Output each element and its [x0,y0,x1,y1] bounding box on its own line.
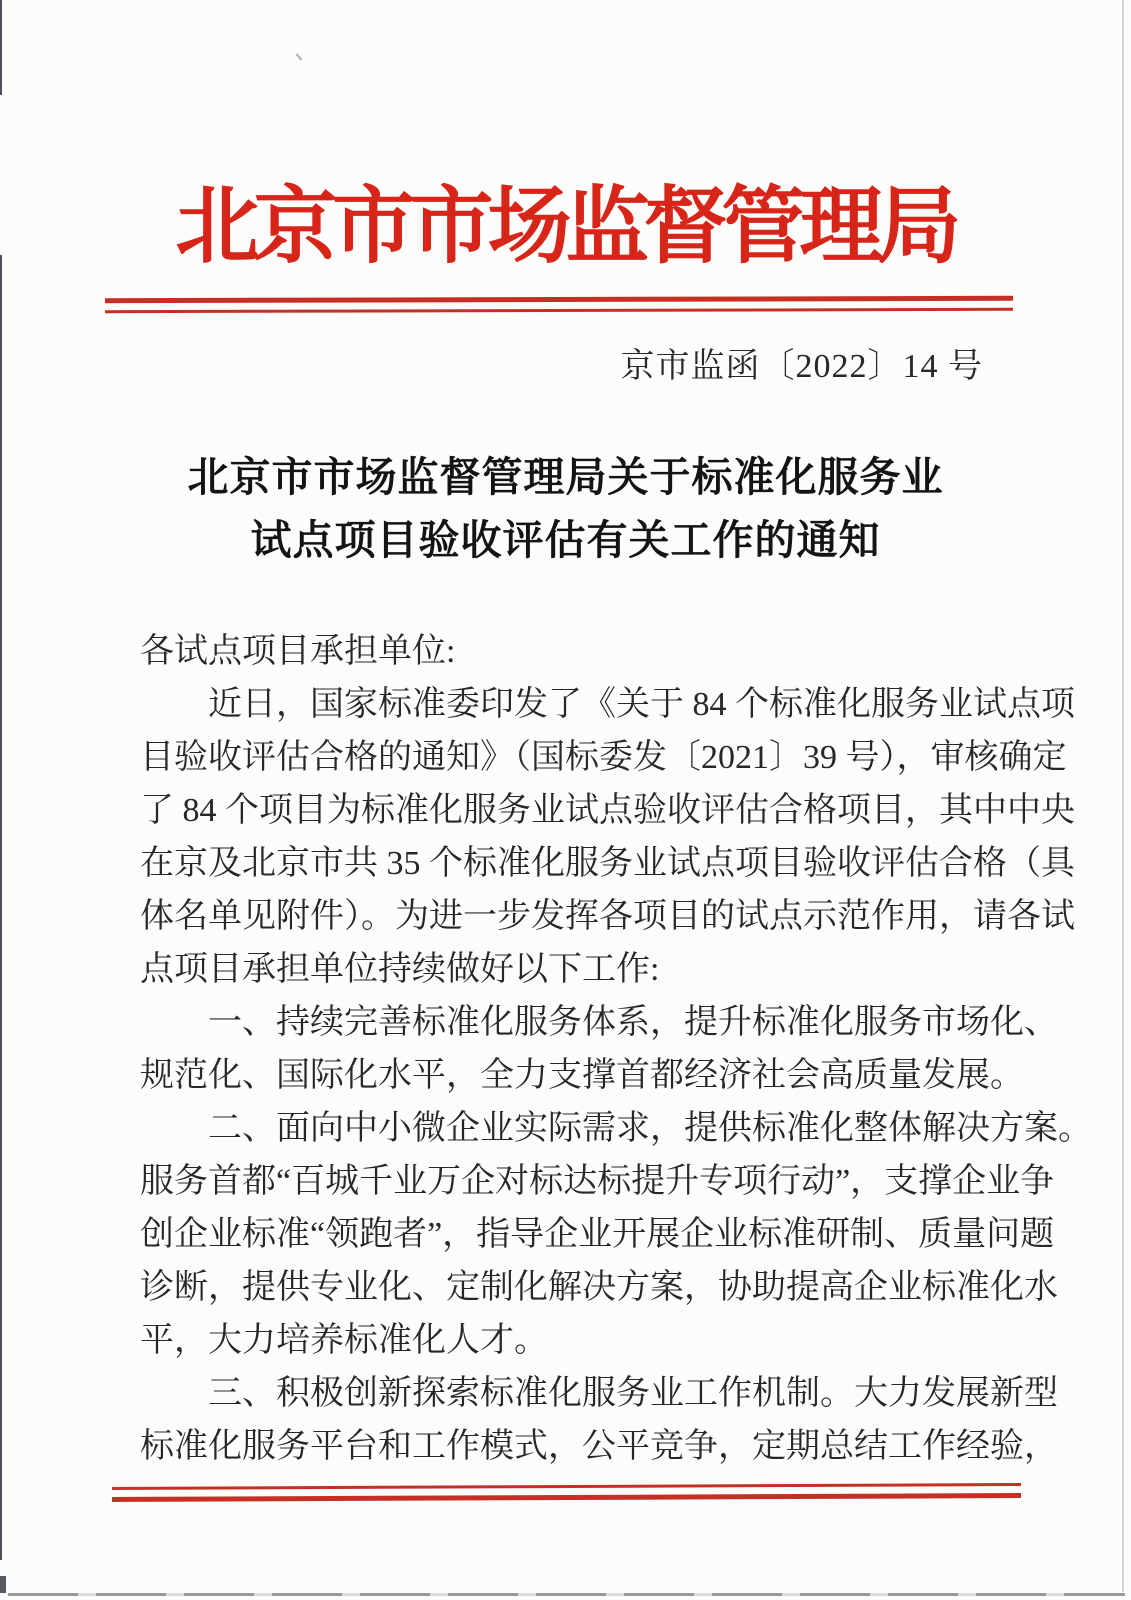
body-line: 标准化服务平台和工作模式，公平竞争，定期总结工作经验， [140,1428,1058,1465]
body-line-item-1: 一、持续完善标准化服务体系，提升标准化服务市场化、 [208,1004,1058,1041]
masthead-rule-thin [105,308,1013,313]
scan-edge-bottom [8,1593,1125,1596]
body-line-item-3: 三、积极创新探索标准化服务业工作机制。大力发展新型 [208,1375,1058,1412]
body-line-salutation: 各试点项目承担单位: [140,633,456,670]
body-line: 近日，国家标准委印发了《关于 84 个标准化服务业试点项 [208,686,1075,723]
body-line-item-2: 二、面向中小微企业实际需求，提供标准化整体解决方案。 [208,1110,1092,1147]
masthead-rule-thick [105,296,1013,303]
footer-rule-thick [112,1493,1021,1502]
scan-corner-mark [0,1576,6,1593]
body-line: 点项目承担单位持续做好以下工作: [140,951,660,988]
scan-speck [296,53,303,60]
body-line: 服务首都“百城千业万企对标达标提升专项行动”，支撑企业争 [140,1163,1055,1200]
document-number: 京市监函〔2022〕14 号 [620,348,983,385]
body-line: 创企业标准“领跑者”，指导企业开展企业标准研制、质量问题 [140,1216,1055,1253]
body-line: 目验收评估合格的通知》（国标委发〔2021〕39 号），审核确定 [140,739,1067,776]
body-line: 平，大力培养标准化人才。 [140,1322,548,1359]
footer-rule-thin [112,1483,1021,1490]
scan-edge-left-lower [0,255,2,1560]
body-line: 规范化、国际化水平，全力支撑首都经济社会高质量发展。 [140,1057,1024,1094]
body-line: 了 84 个项目为标准化服务业试点验收评估合格项目，其中中央 [140,792,1075,829]
body-line: 在京及北京市共 35 个标准化服务业试点项目验收评估合格（具 [140,845,1075,882]
scan-edge-left-upper [0,0,2,95]
body-line: 诊断，提供专业化、定制化解决方案，协助提高企业标准化水 [140,1269,1058,1306]
agency-masthead: 北京市市场监督管理局 [175,181,956,274]
document-title [0,446,1131,572]
document-title-line-2: 试点项目验收评估有关工作的通知 [250,517,881,563]
body-line: 体名单见附件）。为进一步发挥各项目的试点示范作用，请各试 [140,898,1075,935]
scan-edge-right [1122,0,1124,1592]
document-title-line-1: 北京市市场监督管理局关于标准化服务业 [187,454,944,500]
document-body [140,625,1092,1473]
